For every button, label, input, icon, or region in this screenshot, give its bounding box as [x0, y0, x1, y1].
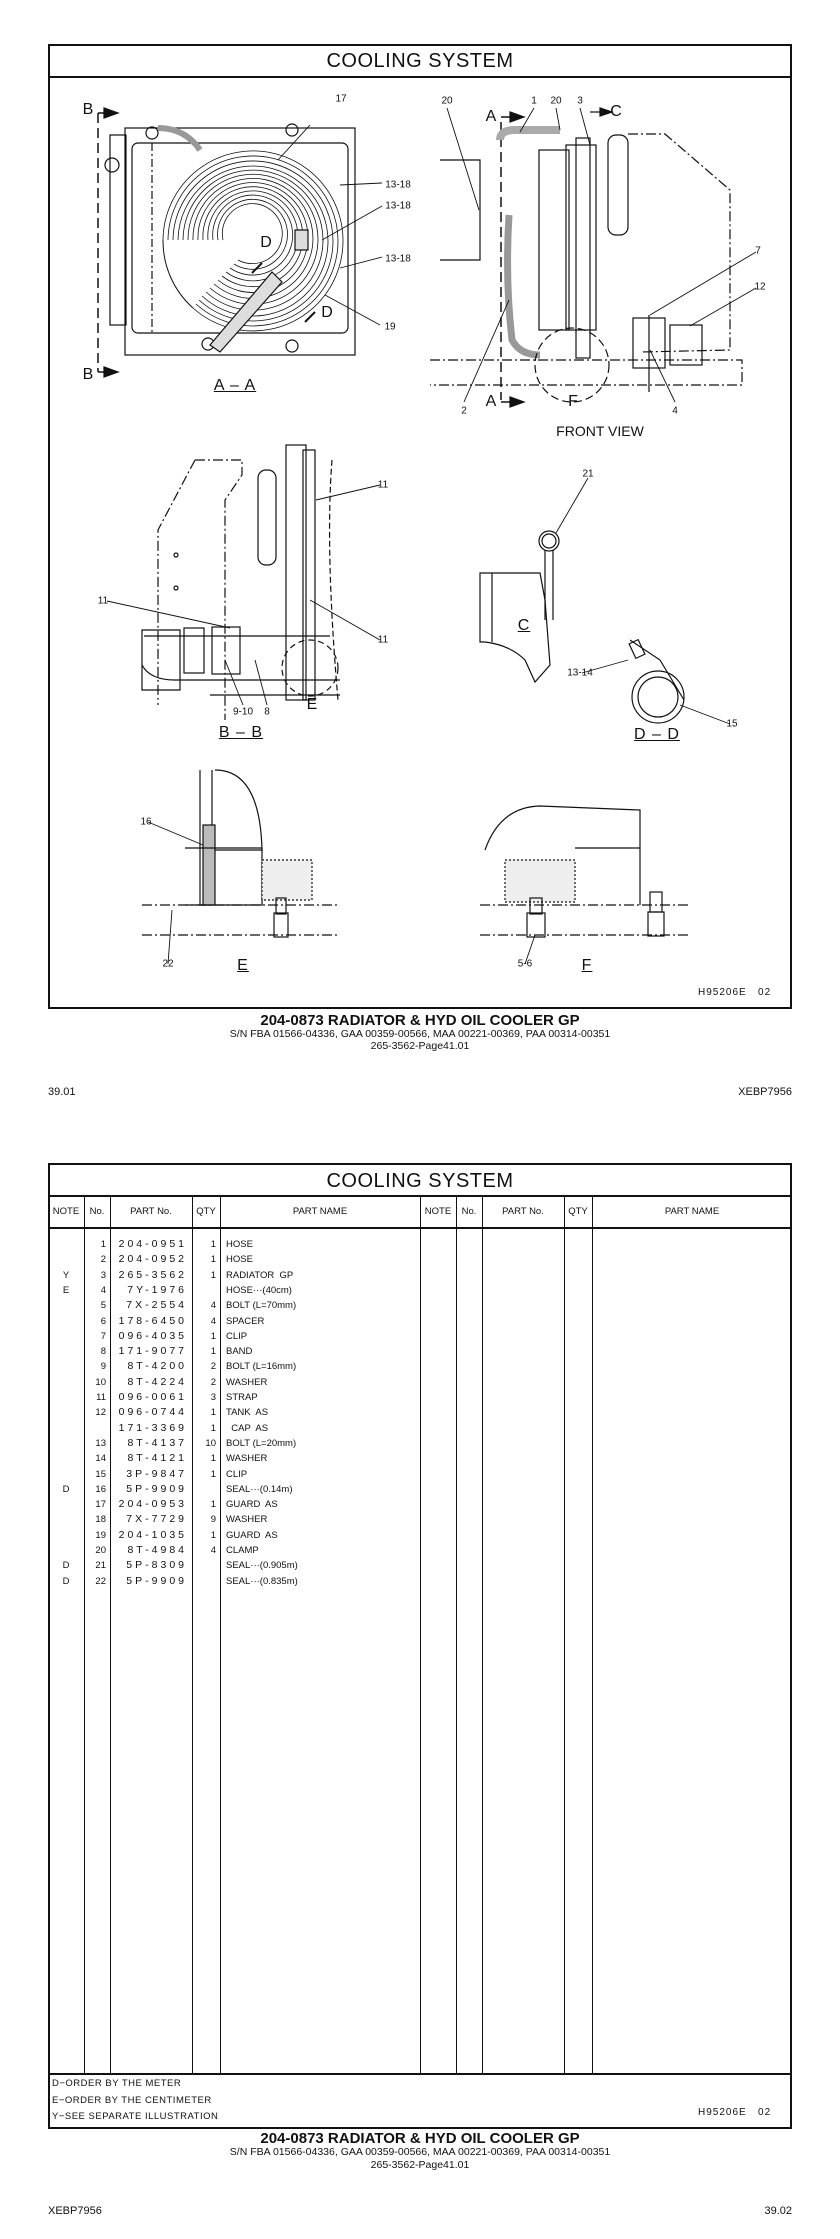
cell-qty: 4 [210, 1315, 216, 1327]
callout-13-18: 13-18 [385, 253, 411, 265]
cell-no: 9 [100, 1361, 106, 1373]
cell-no: 8 [100, 1346, 106, 1358]
detail-mark-f: F [568, 393, 578, 410]
callout-2: 2 [461, 405, 467, 417]
header-part-no: PART No. [502, 1206, 544, 1217]
cell-note [48, 1329, 84, 1344]
table-row [48, 1298, 420, 1313]
cell-qty [192, 1574, 220, 1589]
column-divider [456, 1196, 457, 2074]
cell-no: 1 [100, 1239, 106, 1250]
view-label-bb: B – B [218, 724, 264, 741]
drawing-id: H95206E 02 [698, 2107, 772, 2118]
footer-serials: S/N FBA 01566-04336, GAA 00359-00566, MAA 00221-00369, PAA 00314-00351 [229, 2146, 611, 2158]
cell-part: 204-0952 [118, 1253, 187, 1266]
view-aa-drawing [98, 108, 382, 377]
cell-note [48, 1467, 84, 1482]
cell-part: 8T-4121 [127, 1452, 187, 1465]
cell-part: 171-9077 [118, 1345, 187, 1358]
cell-part: 5P-9909 [126, 1482, 187, 1495]
callout-22: 22 [162, 958, 174, 970]
cell-note [48, 1344, 84, 1359]
cell-qty [192, 1283, 220, 1298]
callout-5-6: 5-6 [517, 958, 533, 970]
table-row [48, 1421, 420, 1436]
cell-note: E [62, 1284, 70, 1296]
table-row [48, 1451, 420, 1466]
view-label-front: FRONT VIEW [556, 423, 644, 439]
cell-no: 15 [95, 1468, 106, 1480]
cell-qty: 2 [210, 1376, 216, 1388]
view-bb-drawing [107, 445, 380, 720]
cell-note [48, 1390, 84, 1405]
cell-qty: 4 [210, 1545, 216, 1556]
callout-13-18: 13-18 [385, 200, 411, 212]
view-label-e: E [237, 957, 249, 974]
cell-note: D [62, 1483, 70, 1495]
cell-qty: 4 [210, 1300, 216, 1312]
cell-name: CAP AS [226, 1422, 269, 1434]
table-row [48, 1467, 420, 1482]
parts-list-title: COOLING SYSTEM [326, 1170, 514, 1192]
cell-note [48, 1436, 84, 1451]
cell-qty: 1 [210, 1529, 216, 1541]
detail-mark-e: E [306, 696, 318, 713]
cell-no: 5 [100, 1300, 106, 1312]
cell-no: 21 [95, 1560, 106, 1572]
cell-no: 16 [95, 1483, 106, 1495]
view-label-c: C [517, 617, 531, 634]
cell-no: 3 [100, 1269, 106, 1281]
cell-qty [192, 1558, 220, 1573]
cell-note [48, 1451, 84, 1466]
cell-note [48, 1512, 84, 1527]
cell-no: 14 [95, 1453, 106, 1465]
cell-no: 18 [95, 1514, 106, 1526]
footer-serials: S/N FBA 01566-04336, GAA 00359-00566, MAA 00221-00369, PAA 00314-00351 [229, 1028, 611, 1040]
cell-note [48, 1375, 84, 1390]
legend-note-d: D−ORDER BY THE METER [52, 2078, 182, 2089]
cell-name: CLAMP [226, 1545, 259, 1556]
cell-name: CLIP [226, 1468, 248, 1480]
view-f-drawing [480, 806, 690, 964]
page-number: 39.02 [764, 2205, 792, 2217]
cell-name: BOLT (L=20mm) [226, 1437, 297, 1449]
callout-19: 19 [384, 321, 396, 333]
table-row [48, 1283, 420, 1298]
cell-name: HOSE [226, 1254, 253, 1266]
cell-note [48, 1237, 84, 1252]
cell-name: SEAL···(0.835m) [226, 1575, 298, 1587]
cell-no: 2 [100, 1254, 106, 1266]
section-mark-d: D [321, 304, 333, 321]
cell-no: 19 [95, 1529, 106, 1541]
table-row [48, 1543, 420, 1558]
cell-note [48, 1421, 84, 1436]
cell-no [84, 1421, 110, 1436]
cell-part: 265-3562 [118, 1268, 187, 1281]
column-divider [420, 1196, 421, 2074]
cell-no: 7 [100, 1330, 106, 1342]
cell-no: 12 [95, 1407, 106, 1419]
cell-part: 171-3369 [118, 1421, 187, 1434]
drawing-id: H95206E 02 [698, 987, 772, 998]
column-divider [592, 1196, 593, 2074]
callout-11: 11 [377, 634, 389, 646]
section-mark-b: B [82, 366, 94, 383]
view-dd-drawing [582, 640, 730, 724]
view-label-f: F [581, 957, 593, 974]
cell-name: HOSE···(40cm) [226, 1284, 292, 1296]
cell-no: 4 [100, 1284, 106, 1296]
view-label-aa: A – A [213, 377, 257, 394]
callout-20: 20 [441, 95, 453, 107]
cell-part: 5P-9909 [126, 1574, 187, 1587]
cell-part: 8T-4224 [127, 1375, 187, 1388]
cell-no: 20 [95, 1545, 106, 1556]
table-row [48, 1512, 420, 1527]
cell-name: CLIP [226, 1330, 248, 1342]
cell-note: D [62, 1560, 70, 1572]
cell-qty: 1 [210, 1269, 216, 1281]
cell-name: BAND [226, 1346, 253, 1358]
cell-note [48, 1359, 84, 1374]
callout-16: 16 [140, 816, 152, 828]
header-no: No. [461, 1206, 477, 1217]
callout-17: 17 [335, 93, 347, 105]
cell-note: Y [62, 1269, 70, 1281]
table-row [48, 1436, 420, 1451]
cell-no: 6 [100, 1315, 106, 1327]
callout-4: 4 [672, 405, 678, 417]
cell-part: 8T-4984 [127, 1544, 187, 1556]
cell-name: SPACER [226, 1315, 265, 1327]
table-row [48, 1344, 420, 1359]
table-row [48, 1329, 420, 1344]
table-row [48, 1574, 420, 1589]
table-row [48, 1314, 420, 1329]
cell-note [48, 1405, 84, 1420]
cell-part: 7X-2554 [126, 1299, 187, 1312]
cooling-system-illustration [0, 0, 840, 1010]
callout-7: 7 [755, 245, 761, 257]
cell-name: STRAP [226, 1392, 258, 1403]
footer-ref: 265-3562-Page41.01 [370, 2159, 470, 2171]
section-mark-a: A [485, 108, 497, 125]
cell-qty: 3 [210, 1392, 216, 1403]
cell-part: 096-0061 [118, 1391, 187, 1403]
header-part-name: PART NAME [664, 1206, 720, 1217]
header-qty: QTY [568, 1206, 588, 1217]
callout-21: 21 [582, 468, 594, 480]
callout-15: 15 [726, 718, 738, 730]
cell-no: 11 [96, 1392, 106, 1403]
legend-note-y: Y−SEE SEPARATE ILLUSTRATION [52, 2111, 219, 2122]
front-view-drawing [430, 108, 756, 407]
callout-11: 11 [377, 479, 389, 491]
table-row [48, 1558, 420, 1573]
callout-3: 3 [577, 95, 583, 107]
callout-8: 8 [264, 706, 270, 718]
document-code: XEBP7956 [48, 2205, 102, 2217]
cell-part: 178-6450 [118, 1314, 187, 1327]
cell-qty: 1 [210, 1239, 216, 1250]
cell-qty: 10 [205, 1437, 216, 1449]
footer-title: 204-0873 RADIATOR & HYD OIL COOLER GP [260, 1012, 580, 1029]
header-part-no: PART No. [130, 1206, 172, 1217]
table-row [48, 1237, 420, 1252]
callout-20: 20 [550, 95, 562, 107]
table-row [48, 1252, 420, 1267]
page-title: COOLING SYSTEM [326, 50, 514, 72]
cell-note [48, 1497, 84, 1512]
header-note: NOTE [424, 1206, 452, 1217]
cell-part: 7Y-1976 [127, 1283, 187, 1296]
table-row [48, 1375, 420, 1390]
page-number: 39.01 [48, 1086, 76, 1098]
cell-no: 22 [95, 1575, 106, 1587]
cell-no: 13 [95, 1437, 106, 1449]
cell-name: WASHER [226, 1376, 268, 1388]
column-divider [482, 1196, 483, 2074]
cell-qty: 1 [210, 1330, 216, 1342]
section-mark-d: D [260, 234, 272, 251]
cell-qty: 1 [210, 1422, 216, 1434]
section-mark-b: B [82, 101, 94, 118]
cell-part: 8T-4137 [127, 1436, 187, 1449]
cell-qty: 1 [210, 1346, 216, 1358]
table-row [48, 1528, 420, 1543]
cell-qty: 1 [210, 1407, 216, 1419]
callout-9-10: 9-10 [232, 706, 254, 718]
table-row [48, 1482, 420, 1497]
cell-note [48, 1298, 84, 1313]
cell-name: BOLT (L=16mm) [226, 1361, 297, 1373]
footer-title: 204-0873 RADIATOR & HYD OIL COOLER GP [260, 2130, 580, 2147]
cell-name: WASHER [226, 1453, 268, 1465]
footer-ref: 265-3562-Page41.01 [370, 1040, 470, 1052]
cell-qty: 1 [210, 1468, 216, 1480]
header-no: No. [89, 1206, 105, 1217]
header-qty: QTY [196, 1206, 216, 1217]
cell-qty: 1 [210, 1499, 216, 1511]
document-code: XEBP7956 [738, 1086, 792, 1098]
table-row [48, 1405, 420, 1420]
cell-qty: 2 [210, 1361, 216, 1373]
callout-1: 1 [531, 95, 537, 107]
cell-note [48, 1543, 84, 1558]
cell-part: 3P-9847 [126, 1467, 187, 1480]
callout-12: 12 [754, 281, 766, 293]
cell-note [48, 1314, 84, 1329]
legend-note-e: E−ORDER BY THE CENTIMETER [52, 2095, 212, 2106]
cell-part: 204-0953 [118, 1498, 187, 1511]
cell-part: 7X-7729 [126, 1513, 187, 1526]
header-note: NOTE [52, 1206, 80, 1217]
cell-qty: 1 [210, 1254, 216, 1266]
callout-13-14: 13-14 [567, 667, 593, 679]
view-c-drawing [480, 478, 588, 682]
cell-name: GUARD AS [226, 1529, 278, 1541]
table-row [48, 1497, 420, 1512]
cell-no: 10 [95, 1376, 106, 1388]
cell-qty [192, 1482, 220, 1497]
callout-13-18: 13-18 [385, 179, 411, 191]
cell-part: 5P-8309 [126, 1559, 187, 1572]
view-label-dd: D – D [634, 726, 680, 743]
table-row [48, 1390, 420, 1405]
cell-qty: 1 [210, 1453, 216, 1465]
header-part-name: PART NAME [292, 1206, 348, 1217]
cell-name: GUARD AS [226, 1499, 278, 1511]
cell-name: TANK AS [226, 1407, 269, 1419]
cell-part: 096-4035 [118, 1329, 187, 1342]
cell-part: 8T-4200 [127, 1360, 187, 1373]
cell-note [48, 1528, 84, 1543]
cell-name: WASHER [226, 1514, 268, 1526]
section-mark-a: A [485, 393, 497, 410]
cell-name: SEAL···(0.905m) [226, 1560, 298, 1572]
table-row [48, 1359, 420, 1374]
cell-part: 204-1035 [118, 1528, 187, 1541]
view-e-drawing [142, 770, 340, 964]
cell-name: HOSE [226, 1239, 253, 1250]
cell-qty: 9 [210, 1514, 216, 1526]
cell-name: RADIATOR GP [226, 1269, 294, 1281]
callout-11: 11 [97, 595, 109, 607]
cell-no: 17 [95, 1499, 106, 1511]
section-mark-c: C [610, 103, 622, 120]
cell-note [48, 1252, 84, 1267]
cell-part: 096-0744 [118, 1406, 187, 1419]
cell-part: 204-0951 [118, 1238, 187, 1250]
column-divider [564, 1196, 565, 2074]
table-row [48, 1268, 420, 1283]
cell-name: SEAL···(0.14m) [226, 1483, 293, 1495]
cell-note: D [62, 1575, 70, 1587]
cell-name: BOLT (L=70mm) [226, 1300, 297, 1312]
